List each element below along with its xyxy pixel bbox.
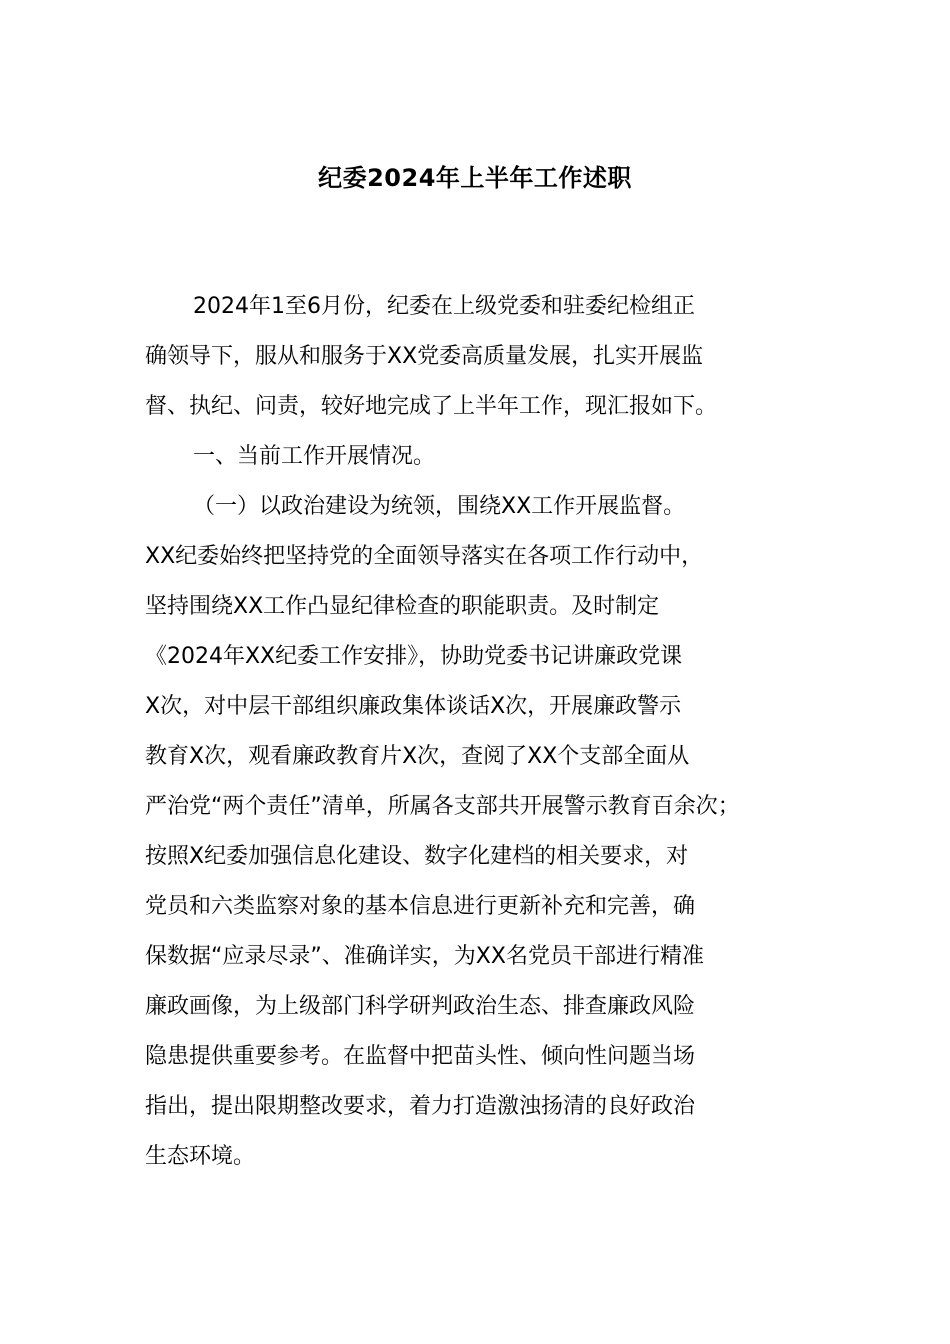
document-body <box>145 282 835 1182</box>
paragraph-line: 督、执纪、问责，较好地完成了上半年工作，现汇报如下。 <box>145 394 718 419</box>
paragraph-line: 生态环境。 <box>145 1144 256 1169</box>
paragraph-line: 保数据“应录尽录”、准确详实，为XX名党员干部进行精准 <box>145 944 704 969</box>
paragraph-line: 教育X次，观看廉政教育片X次，查阅了XX个支部全面从 <box>145 744 690 769</box>
paragraph-line: 坚持围绕XX工作凸显纪律检查的职能职责。及时制定 <box>145 594 660 619</box>
section-heading: 一、当前工作开展情况。 <box>193 444 436 469</box>
paragraph-line: 党员和六类监察对象的基本信息进行更新补充和完善，确 <box>145 894 696 919</box>
paragraph-line: 2024年1至6月份，纪委在上级党委和驻委纪检组正 <box>193 294 695 319</box>
paragraph-line: 《2024年XX纪委工作安排》，协助党委书记讲廉政党课 <box>145 644 683 669</box>
subsection-heading: （一）以政治建设为统领，围绕XX工作开展监督。 <box>193 494 686 519</box>
paragraph-line: 确领导下，服从和服务于XX党委高质量发展，扎实开展监 <box>145 344 704 369</box>
paragraph-line: 指出，提出限期整改要求，着力打造激浊扬清的良好政治 <box>145 1094 696 1119</box>
paragraph-line: X次，对中层干部组织廉政集体谈话X次，开展廉政警示 <box>145 694 682 719</box>
paragraph-line: XX纪委始终把坚持党的全面领导落实在各项工作行动中， <box>145 544 704 569</box>
paragraph-line: 按照X纪委加强信息化建设、数字化建档的相关要求，对 <box>145 844 689 869</box>
paragraph-line: 廉政画像，为上级部门科学研判政治生态、排查廉政风险 <box>145 994 696 1019</box>
paragraph-line: 严治党“两个责任”清单，所属各支部共开展警示教育百余次； <box>145 794 740 819</box>
paragraph-line: 隐患提供重要参考。在监督中把苗头性、倾向性问题当场 <box>145 1044 696 1069</box>
document-title: 纪委2024年上半年工作述职 <box>318 164 632 192</box>
